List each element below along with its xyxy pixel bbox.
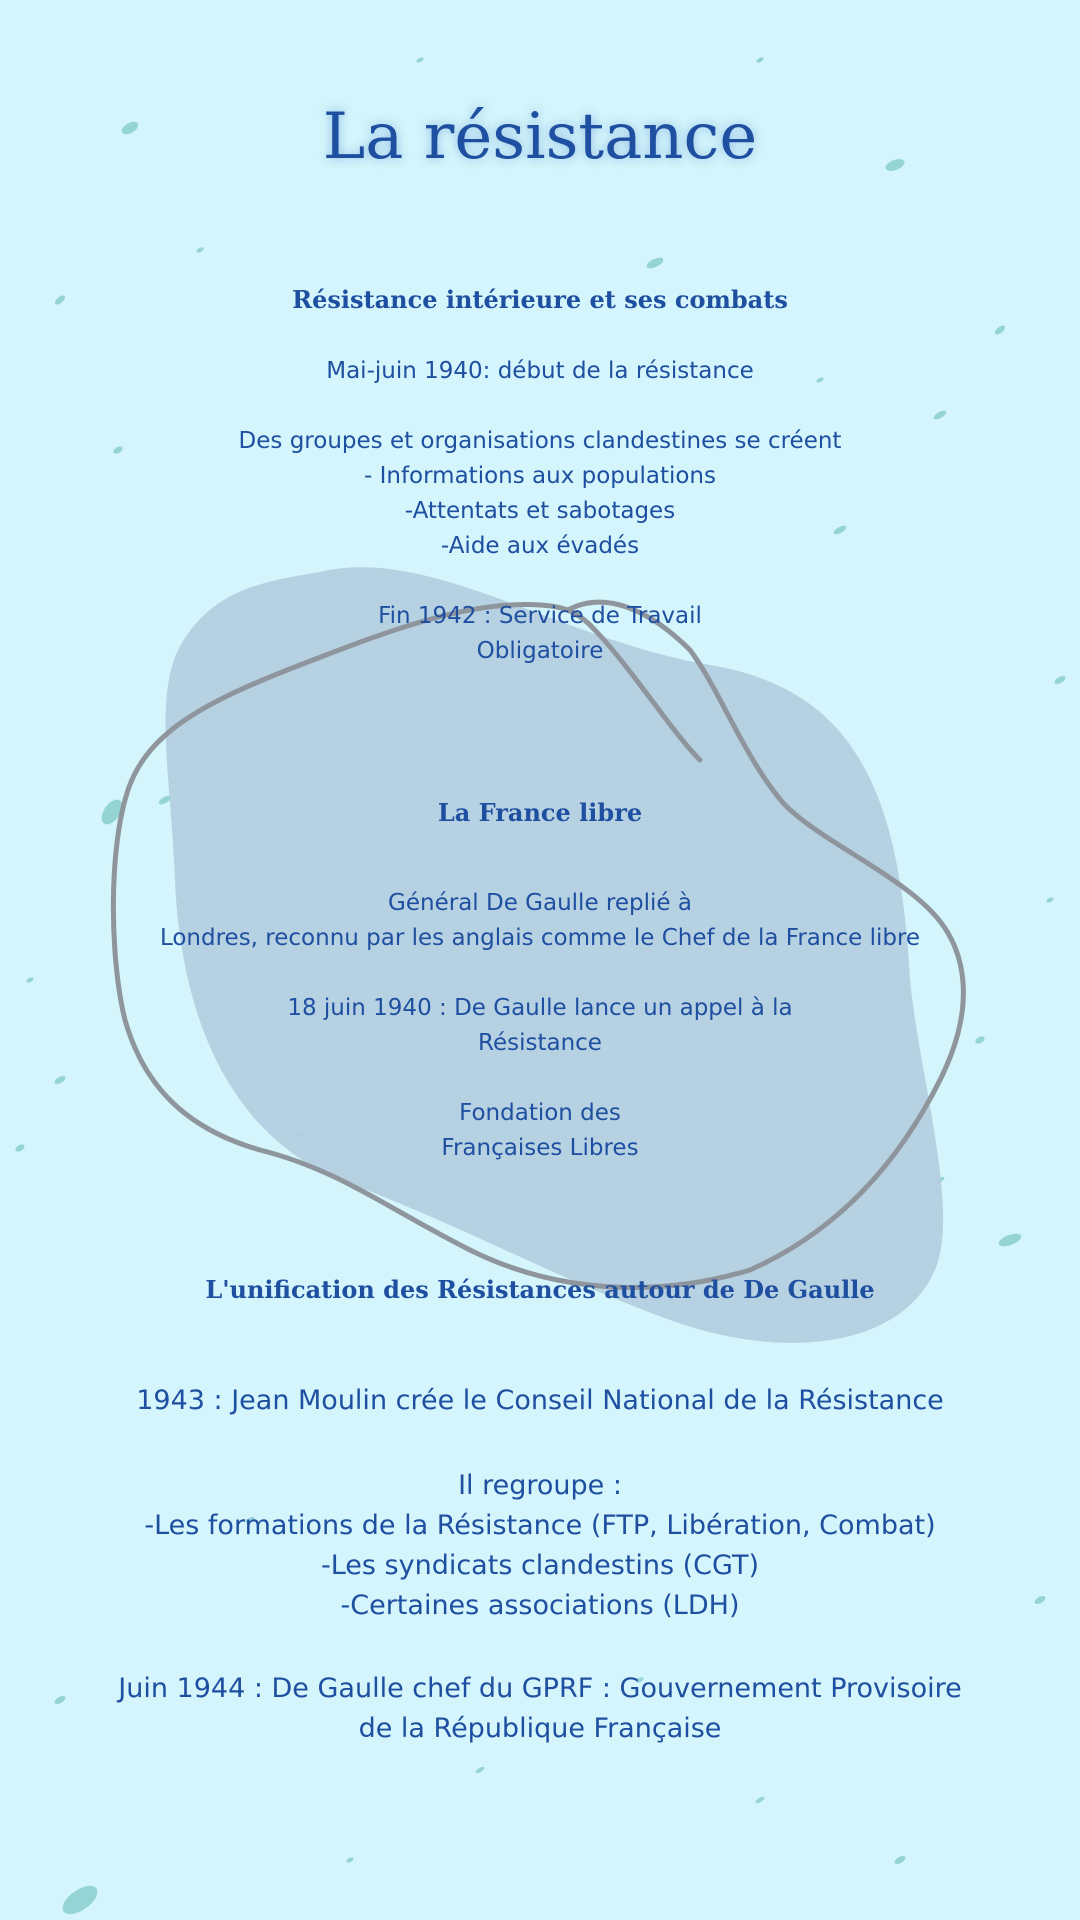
text-line: Londres, reconnu par les anglais comme le Chef de la France libre — [159, 925, 921, 951]
text-line: -Certaines associations (LDH) — [340, 1590, 740, 1621]
section-heading-france-libre: La France libre — [437, 798, 643, 827]
section-heading-interieure: Résistance intérieure et ses combats — [292, 285, 788, 314]
text-line: -Les formations de la Résistance (FTP, Libération, Combat) — [144, 1510, 936, 1541]
text-line: Des groupes et organisations clandestines se créent — [238, 428, 842, 454]
text-line: Fondation des — [459, 1100, 621, 1126]
text-line: -Aide aux évadés — [440, 533, 640, 559]
text-line: - Informations aux populations — [363, 463, 716, 489]
text-line: -Les syndicats clandestins (CGT) — [320, 1550, 760, 1581]
text-line: Fin 1942 : Service de Travail — [378, 603, 702, 629]
page-title: La résistance — [322, 100, 758, 174]
section-heading-unification: L'unification des Résistances autour de De Gaulle — [205, 1275, 875, 1304]
text-line: Françaises Libres — [441, 1135, 639, 1161]
text-line: Obligatoire — [476, 638, 604, 664]
text-line: Mai-juin 1940: début de la résistance — [326, 358, 754, 384]
text-line: Général De Gaulle replié à — [388, 890, 692, 916]
text-line: 1943 : Jean Moulin crée le Conseil National de la Résistance — [136, 1385, 944, 1416]
text-line: -Attentats et sabotages — [404, 498, 676, 524]
text-line: Résistance — [478, 1030, 602, 1056]
text-line: 18 juin 1940 : De Gaulle lance un appel à la — [287, 995, 793, 1021]
text-line: de la République Française — [358, 1713, 722, 1744]
text-line: Juin 1944 : De Gaulle chef du GPRF : Gouvernement Provisoire — [118, 1673, 962, 1704]
text-line: Il regroupe : — [458, 1470, 622, 1501]
